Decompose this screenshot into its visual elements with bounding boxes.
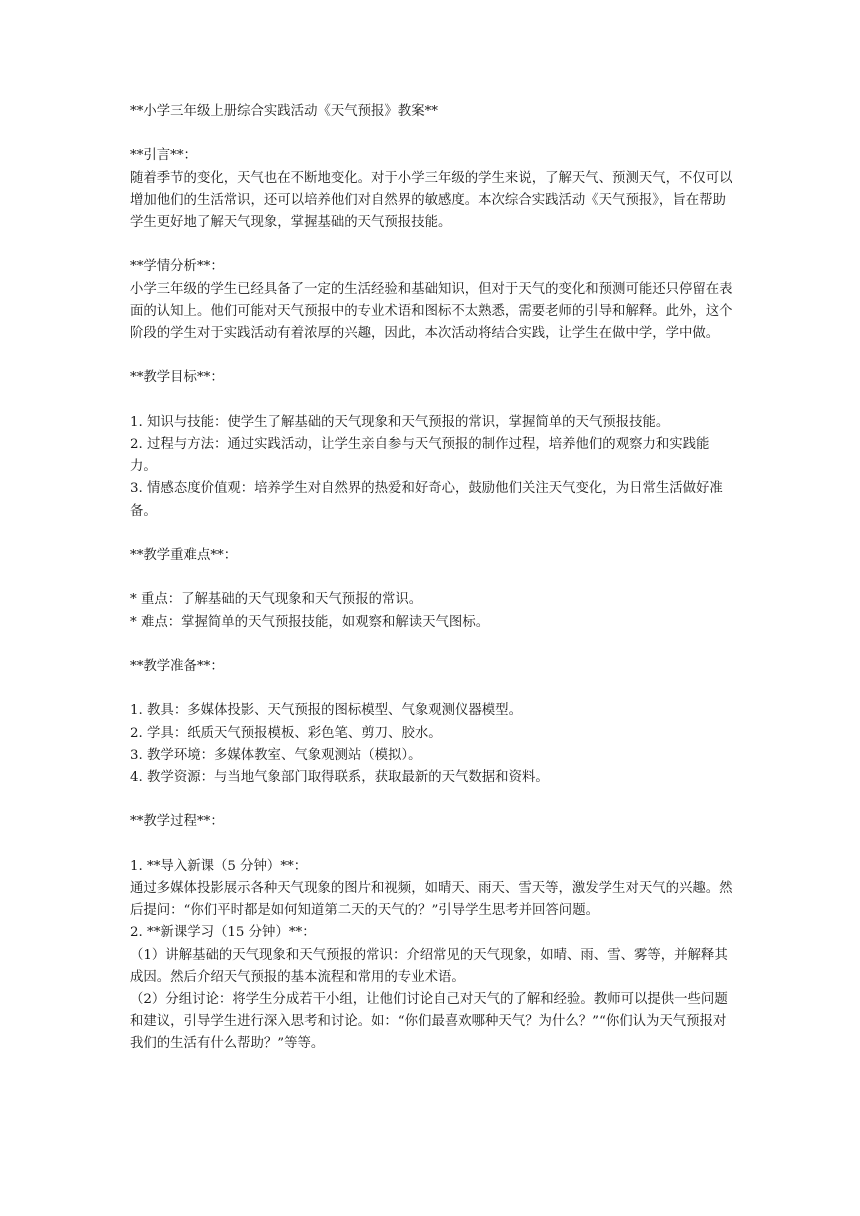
prep-item: 3. 教学环境：多媒体教室、气象观测站（模拟）。 xyxy=(130,747,422,763)
goal-item: 1. 知识与技能：使学生了解基础的天气现象和天气预报的常识，掌握简单的天气预报技能。 xyxy=(130,414,670,430)
prep-item: 2. 学具：纸质天气预报模板、彩色笔、剪刀、胶水。 xyxy=(130,725,442,741)
keypoint-item: * 难点：掌握简单的天气预报技能，如观察和解读天气图标。 xyxy=(130,614,490,630)
prep-heading: **教学准备**： xyxy=(130,658,224,674)
process-step-heading: 2. **新课学习（15 分钟）**： xyxy=(130,925,316,941)
analysis-heading: **学情分析**： xyxy=(130,259,224,275)
process-step-text: 通过多媒体投影展示各种天气现象的图片和视频，如晴天、雨天、雪天等，激发学生对天气的兴趣。然后提问：“你们平时都是如何知道第二天的天气的？”引导学生思考并回答问题。 xyxy=(130,880,733,919)
goal-item: 2. 过程与方法：通过实践活动，让学生亲自参与天气预报的制作过程，培养他们的观察力和实践能力。 xyxy=(130,436,710,475)
goal-item: 3. 情感态度价值观：培养学生对自然界的热爱和好奇心，鼓励他们关注天气变化，为日常生活做好准备。 xyxy=(130,481,723,519)
goals-heading: **教学目标**： xyxy=(130,370,224,386)
analysis-paragraph: 小学三年级的学生已经具备了一定的生活经验和基础知识，但对于天气的变化和预测可能还只停留在表面的认知上。他们可能对天气预报中的专业术语和图标不太熟悉，需要老师的引导和解释。此外，这个阶段的学生对于实践活动有着浓厚的兴趣，因此，本次活动将结合实践，让学生在做中学，学中做。 xyxy=(130,281,733,341)
process-step-text: （1）讲解基础的天气现象和天气预报的常识：介绍常见的天气现象，如晴、雨、雪、雾等，并解释其成因。然后介绍天气预报的基本流程和常用的专业术语。 xyxy=(130,947,728,985)
prep-item: 4. 教学资源：与当地气象部门取得联系，获取最新的天气数据和资料。 xyxy=(130,769,549,785)
document-body xyxy=(130,101,735,1056)
prep-item: 1. 教具：多媒体投影、天气预报的图标模型、气象观测仪器模型。 xyxy=(130,703,522,719)
process-heading: **教学过程**： xyxy=(130,814,224,830)
intro-heading: **引言**： xyxy=(130,148,197,164)
document-title: **小学三年级上册综合实践活动《天气预报》教案** xyxy=(130,104,438,119)
keypoint-item: * 重点：了解基础的天气现象和天气预报的常识。 xyxy=(130,592,423,608)
process-step-text: （2）分组讨论：将学生分成若干小组，让他们讨论自己对天气的了解和经验。教师可以提供一些问题和建议，引导学生进行深入思考和讨论。如：“你们最喜欢哪种天气？为什么？”“你们认为天气预报对我们的生活有什么帮助？”等等。 xyxy=(130,991,728,1052)
process-step-heading: 1. **导入新课（5 分钟）**： xyxy=(130,858,308,874)
keypoints-heading: **教学重难点**： xyxy=(130,547,238,563)
intro-paragraph: 随着季节的变化，天气也在不断地变化。对于小学三年级的学生来说，了解天气、预测天气，不仅可以增加他们的生活常识，还可以培养他们对自然界的敏感度。本次综合实践活动《天气预报》，旨在帮助学生更好地了解天气现象，掌握基础的天气预报技能。 xyxy=(130,170,733,230)
